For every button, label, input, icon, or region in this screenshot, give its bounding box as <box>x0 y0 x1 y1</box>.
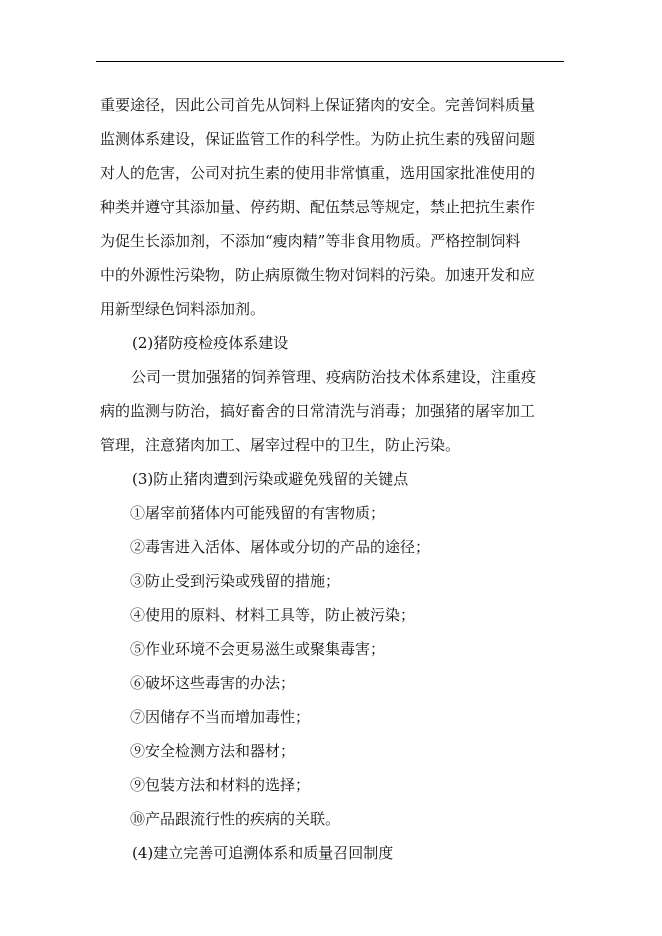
paragraph-line: 公司一贯加强猪的饲养管理、疫病防治技术体系建设，注重疫 <box>131 368 537 386</box>
section-heading-3: (3)防止猪肉遭到污染或避免残留的关键点 <box>132 470 409 488</box>
list-item: ①屠宰前猪体内可能残留的有害物质； <box>130 504 386 522</box>
list-item: ⑨包装方法和材料的选择； <box>130 776 311 794</box>
paragraph-line: 中的外源性污染物，防止病原微生物对饲料的污染。加速开发和应 <box>100 266 536 284</box>
paragraph-line: 管理，注意猪肉加工、屠宰过程中的卫生，防止污染。 <box>100 436 461 454</box>
list-item: ⑨安全检测方法和器材； <box>130 742 296 760</box>
header-rule <box>96 61 564 62</box>
list-item: ④使用的原料、材料工具等，防止被污染； <box>130 606 416 624</box>
paragraph-line: 种类并遵守其添加量、停药期、配伍禁忌等规定，禁止把抗生素作 <box>100 198 536 216</box>
section-heading-2: (2)猪防疫检疫体系建设 <box>132 334 289 352</box>
paragraph-line: 病的监测与防治，搞好畜舍的日常清洗与消毒；加强猪的屠宰加工 <box>100 402 536 420</box>
paragraph-line: 对人的危害，公司对抗生素的使用非常慎重，选用国家批准使用的 <box>100 164 536 182</box>
list-item: ②毒害进入活体、屠体或分切的产品的途径； <box>130 538 431 556</box>
document-body <box>100 88 562 870</box>
paragraph-line: 重要途径，因此公司首先从饲料上保证猪肉的安全。完善饲料质量 <box>100 96 536 114</box>
list-item: ⑥破坏这些毒害的办法； <box>130 674 296 692</box>
paragraph-feed-safety <box>100 88 562 326</box>
key-points-list <box>100 496 562 836</box>
list-item: ③防止受到污染或残留的措施； <box>130 572 341 590</box>
paragraph-line: 为促生长添加剂，不添加“瘦肉精”等非食用物质。严格控制饲料 <box>100 232 521 250</box>
list-item: ⑤作业环境不会更易滋生或聚集毒害； <box>130 640 386 658</box>
section-heading-4: (4)建立完善可追溯体系和质量召回制度 <box>132 844 394 862</box>
list-item: ⑩产品跟流行性的疾病的关联。 <box>130 810 341 828</box>
paragraph-line: 用新型绿色饲料添加剂。 <box>100 300 266 318</box>
paragraph-line: 监测体系建设，保证监管工作的科学性。为防止抗生素的残留问题 <box>100 130 536 148</box>
paragraph-epidemic-prevention <box>100 360 562 462</box>
list-item: ⑦因储存不当而增加毒性； <box>130 708 311 726</box>
